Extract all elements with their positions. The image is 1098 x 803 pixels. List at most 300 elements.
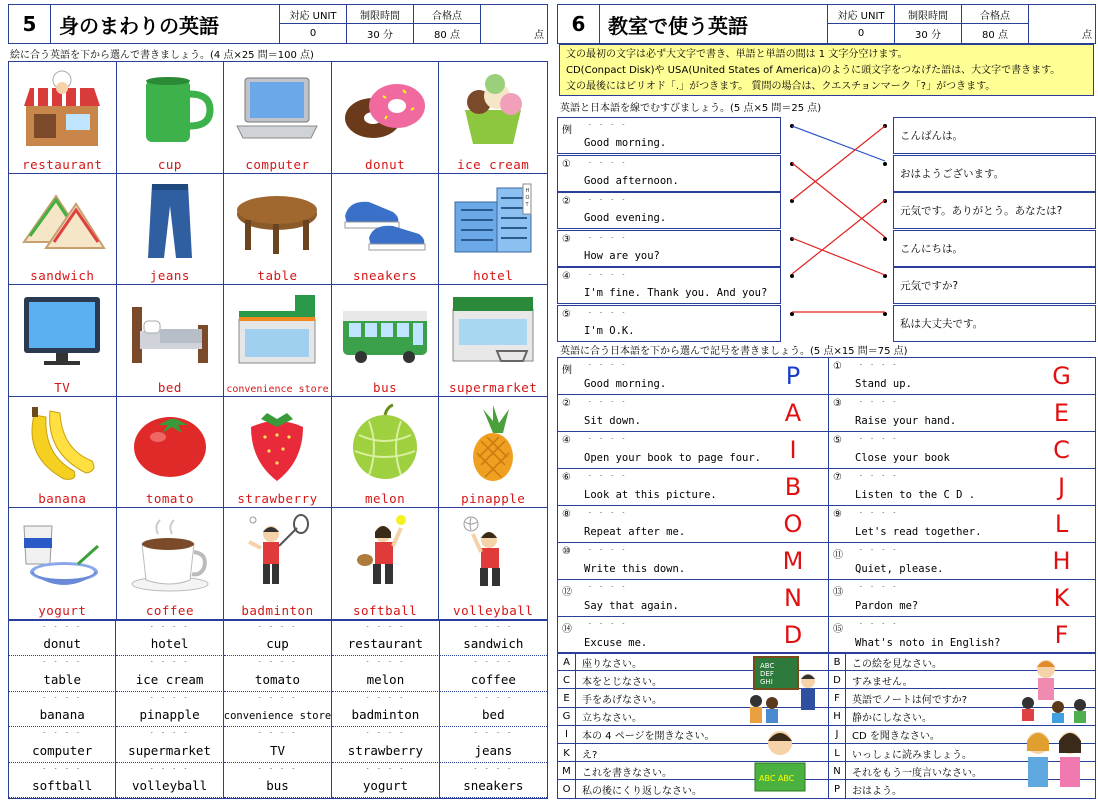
option-text: この絵を見なさい。 (852, 658, 942, 670)
pronunciation-guide: - - - - (257, 764, 298, 772)
word-bank-item (9, 621, 116, 656)
sandwich-icon (14, 178, 110, 262)
word-bank-word: badminton (351, 707, 420, 723)
picture-cell-donut (332, 62, 440, 174)
answer-box[interactable]: O (783, 510, 803, 538)
question-english: Pardon me? (855, 600, 919, 612)
pronunciation-guide: - - - - (42, 693, 82, 701)
rules-note-line: CD(Conpact Disk)や USA(United States of America)のように頭文字をつなげた語は、大文字で書きます。 (566, 65, 1061, 76)
answer-box[interactable]: I (789, 436, 797, 464)
pronunciation-guide: - - - - (365, 623, 406, 630)
answer-box[interactable]: F (1054, 621, 1069, 649)
question-number: ⑬ (833, 587, 843, 598)
word-bank-item (224, 727, 332, 762)
question-row (558, 580, 1095, 617)
book-text: ABC ABC (759, 774, 795, 783)
pronunciation-guide: - - - - (588, 472, 628, 479)
word-bank-word: convenience store (223, 710, 332, 723)
match-number: ② (562, 196, 571, 207)
word-bank-item (9, 727, 116, 762)
word-bank-word: bus (266, 778, 289, 793)
option-key: E (558, 689, 576, 707)
convenience-store-icon (229, 289, 325, 373)
option-key: M (558, 762, 576, 780)
option-key: D (828, 671, 846, 689)
left-score-box[interactable]: 点 (534, 30, 544, 41)
question-number: ⑨ (833, 509, 842, 520)
answer-label[interactable]: jeans (149, 268, 190, 284)
match-number: ④ (562, 271, 571, 282)
match-number: 例 (562, 125, 572, 136)
option-text: 立ちなさい。 (582, 713, 642, 725)
option-key: P (828, 780, 846, 798)
question-english: Look at this picture. (584, 489, 717, 501)
match-japanese-cell: 私は大丈夫です。 (893, 305, 1096, 342)
answer-box[interactable]: H (1052, 547, 1071, 575)
tomato-icon (122, 401, 218, 485)
match-english-text: I'm fine. Thank you. And you? (584, 287, 768, 299)
option-key: B (828, 653, 846, 671)
word-bank-word: banana (39, 707, 85, 723)
pronunciation-guide: - - - - (257, 658, 298, 666)
question-row (558, 617, 1095, 654)
option-text: 座りなさい。 (582, 658, 642, 670)
pronunciation-guide: - - - - (365, 658, 406, 666)
answer-label[interactable]: cup (157, 156, 182, 172)
answer-label[interactable]: hotel (473, 268, 514, 284)
match-japanese-cell: こんばんは。 (893, 117, 1096, 154)
word-bank-item (224, 656, 332, 691)
question-english: What's noto in English? (855, 637, 1001, 649)
option-key: L (828, 744, 846, 762)
word-bank-word: TV (269, 742, 286, 758)
question-number: ⑤ (833, 435, 842, 446)
word-bank-item (224, 692, 332, 727)
answer-label[interactable]: melon (365, 491, 406, 507)
pronunciation-guide: - - - - (859, 546, 899, 553)
pineapple-icon (445, 401, 541, 485)
students-reading-illustration (745, 727, 815, 797)
picture-cell-tomato (117, 397, 225, 509)
word-bank-word: yogurt (362, 778, 408, 793)
question-row (558, 395, 1095, 432)
pronunciation-guide: - - - - (588, 546, 628, 553)
word-bank-word: melon (366, 671, 405, 687)
pronunciation-guide: - - - - (588, 361, 628, 368)
answer-label[interactable]: donut (365, 156, 406, 172)
question-cell (558, 469, 758, 505)
picture-cell-badminton (224, 508, 332, 620)
option-row (558, 689, 1095, 707)
picture-cell-melon (332, 397, 440, 509)
question-cell (828, 432, 1028, 468)
left-unit-label: 対応 UNIT (280, 5, 346, 24)
match-japanese-cell: おはようございます。 (893, 155, 1096, 192)
question-english: Stand up. (855, 378, 912, 390)
teacher-blackboard-illustration (740, 655, 825, 725)
picture-cell-supermarket (439, 285, 547, 397)
picture-cell-strawberry (224, 397, 332, 509)
option-row (558, 671, 1095, 689)
question-cell (558, 358, 758, 394)
option-text: すみません。 (852, 676, 913, 688)
picture-cell-banana (9, 397, 117, 509)
right-pass-value: 80 点 (982, 30, 1008, 41)
pronunciation-guide: - - - - (588, 620, 628, 627)
answer-box[interactable]: C (1053, 436, 1070, 464)
answer-label[interactable]: banana (38, 491, 87, 507)
right-header (557, 4, 1096, 44)
option-text: え? (582, 749, 598, 761)
pronunciation-guide: - - - - (588, 158, 628, 166)
picture-cell-sandwich (9, 174, 117, 286)
word-bank-item (9, 763, 116, 798)
match-line-1 (792, 163, 885, 237)
picture-cell-softball (332, 508, 440, 620)
word-bank-word: hotel (150, 636, 189, 652)
word-bank-item (440, 621, 547, 656)
pronunciation-guide: - - - - (859, 361, 899, 368)
left-unit-cell (280, 5, 347, 43)
right-score-box[interactable]: 点 (1082, 30, 1092, 41)
right-page-number: 6 (558, 5, 600, 43)
question-english: Sit down. (584, 415, 641, 427)
answer-label[interactable]: bed (157, 379, 182, 395)
cup-icon (122, 66, 218, 150)
rules-note-line: 文の最初の文字は必ず大文字で書き、単語と単語の間は 1 文字分空けます。 (566, 49, 908, 60)
bed-icon (122, 289, 218, 373)
blackboard-text: DEF (760, 670, 774, 678)
hotel-icon (445, 178, 541, 262)
rules-note (559, 44, 1094, 96)
question-number: ② (562, 398, 571, 409)
option-key: A (558, 653, 576, 671)
word-bank-item (440, 692, 547, 727)
option-row (558, 762, 1095, 780)
question-number: ① (833, 361, 842, 372)
word-bank-item (224, 621, 332, 656)
question-cell (828, 506, 1028, 542)
question-english: Open your book to page four. (584, 452, 762, 464)
teacher-with-kids-illustration (1018, 655, 1090, 723)
question-english: Raise your hand. (855, 415, 957, 427)
option-key: K (558, 744, 576, 762)
answer-box[interactable]: D (783, 621, 803, 649)
jeans-icon (122, 178, 218, 262)
restaurant-icon (14, 66, 110, 150)
choose-instruction: 英語に合う日本語を下から選んで記号を書きましょう。(5 点×15 問＝75 点) (560, 346, 908, 357)
pronunciation-guide: - - - - (149, 729, 190, 737)
option-key: J (828, 726, 846, 744)
left-unit-value: 0 (309, 28, 317, 39)
answer-label[interactable]: supermarket (449, 379, 538, 395)
answer-label[interactable]: bus (373, 379, 398, 395)
right-unit-label: 対応 UNIT (828, 5, 894, 24)
pronunciation-guide: - - - - (473, 764, 513, 772)
answer-box[interactable]: N (784, 584, 802, 612)
pronunciation-guide: - - - - (257, 623, 298, 630)
question-cell (828, 395, 1028, 431)
pronunciation-guide: - - - - (859, 472, 899, 479)
question-number: ⑮ (833, 624, 843, 635)
picture-cell-ice-cream (439, 62, 547, 174)
yogurt-icon (14, 512, 110, 596)
word-bank-word: jeans (474, 742, 513, 758)
pronunciation-guide: - - - - (365, 693, 406, 701)
answer-label[interactable]: convenience store (226, 383, 329, 395)
badminton-icon (229, 512, 325, 596)
word-bank-item (116, 656, 223, 691)
question-cell (558, 617, 758, 653)
pronunciation-guide: - - - - (149, 693, 190, 701)
question-cell (558, 543, 758, 579)
answer-label[interactable]: yogurt (38, 602, 87, 618)
right-pass-cell (962, 5, 1029, 43)
pronunciation-guide: - - - - (588, 583, 628, 590)
answer-box[interactable]: K (1053, 584, 1070, 612)
pronunciation-guide: - - - - (149, 764, 190, 772)
option-text: CD を聞きなさい。 (852, 731, 940, 743)
question-english: Say that again. (584, 600, 679, 612)
question-number: ⑭ (562, 624, 572, 635)
question-number: ⑥ (562, 472, 571, 483)
table-icon (229, 178, 325, 262)
picture-cell-table (224, 174, 332, 286)
picture-cell-convenience-store (224, 285, 332, 397)
answer-box[interactable]: E (1053, 399, 1070, 427)
match-number: ③ (562, 233, 571, 245)
option-key: G (558, 708, 576, 726)
word-bank-word: ice cream (135, 671, 204, 687)
answer-label[interactable]: volleyball (453, 602, 534, 618)
option-text: 静かにしなさい。 (852, 713, 932, 725)
word-bank (8, 621, 548, 799)
answer-box[interactable]: B (784, 473, 802, 501)
answer-label[interactable]: softball (352, 602, 418, 618)
strawberry-icon (229, 401, 325, 485)
pronunciation-guide: - - - - (473, 658, 513, 666)
pronunciation-guide: - - - - (149, 623, 190, 630)
picture-cell-hotel (439, 174, 547, 286)
melon-icon (337, 401, 433, 485)
svg-text:T: T (525, 201, 529, 208)
left-pass-value: 80 点 (434, 30, 460, 41)
match-english-text: I'm O.K. (584, 324, 635, 337)
match-english-text: Good morning. (584, 137, 667, 149)
answer-label[interactable]: TV (54, 379, 71, 395)
question-english: Write this down. (584, 563, 686, 575)
picture-cell-jeans (117, 174, 225, 286)
match-number: ⑤ (562, 308, 571, 320)
question-row (558, 469, 1095, 506)
question-row (558, 506, 1095, 543)
answer-box[interactable]: G (1052, 362, 1071, 390)
option-key: F (828, 689, 846, 707)
match-line-3 (792, 238, 885, 275)
pronunciation-guide: - - - - (473, 729, 513, 737)
picture-cell-coffee (117, 508, 225, 620)
left-pass-label: 合格点 (414, 5, 480, 24)
coffee-icon (122, 512, 218, 596)
question-english: Repeat after me. (584, 526, 686, 538)
pronunciation-guide: - - - - (859, 620, 899, 627)
pronunciation-guide: - - - - (588, 435, 628, 442)
question-number: ④ (562, 435, 571, 446)
word-bank-item (332, 763, 439, 798)
pronunciation-guide: - - - - (42, 623, 82, 630)
answer-label[interactable]: pinapple (461, 491, 526, 507)
match-line-4 (792, 200, 885, 274)
matching-lines (557, 117, 1097, 342)
word-bank-word: computer (32, 742, 93, 758)
word-bank-word: coffee (470, 671, 516, 687)
picture-cell-restaurant (9, 62, 117, 174)
option-text: それをもう一度言いなさい。 (852, 767, 982, 779)
option-text: 手をあげなさい。 (582, 694, 662, 706)
option-row (558, 708, 1095, 726)
option-text: おはよう。 (852, 785, 902, 797)
pronunciation-guide: - - - - (588, 121, 628, 128)
word-bank-word: supermarket (128, 742, 211, 758)
question-english: Good morning. (584, 378, 667, 390)
softball-icon (337, 512, 433, 596)
picture-cell-pinapple (439, 397, 547, 509)
pronunciation-guide: - - - - (365, 729, 406, 737)
right-unit-value: 0 (857, 28, 865, 39)
question-english: Quiet, please. (855, 563, 944, 575)
pronunciation-guide: - - - - (859, 583, 899, 590)
sneakers-icon (337, 178, 433, 262)
pronunciation-guide: - - - - (257, 729, 298, 737)
option-text: 本の 4 ページを開きなさい。 (582, 731, 715, 743)
word-bank-word: restaurant (347, 636, 424, 652)
pronunciation-guide: - - - - (588, 271, 628, 278)
word-bank-item (116, 692, 223, 727)
option-text: 英語でノートは何ですか? (852, 694, 968, 706)
word-bank-item (440, 656, 547, 691)
donut-icon (337, 66, 433, 150)
option-row (558, 744, 1095, 762)
pronunciation-guide: - - - - (588, 398, 628, 405)
bus-icon (337, 289, 433, 373)
picture-cell-bed (117, 285, 225, 397)
option-text: 私の後にくり返しなさい。 (582, 785, 702, 797)
rules-note-line: 文の最後にはピリオド「.」がつきます。 質問の場合は、クエスチョンマーク「?」がつきます。 (566, 81, 996, 92)
word-bank-word: volleyball (131, 778, 208, 793)
match-japanese-cell: こんにちは。 (893, 230, 1096, 267)
left-pass-cell (414, 5, 481, 43)
option-key: H (828, 708, 846, 726)
pronunciation-guide: - - - - (42, 658, 82, 666)
right-time-value: 30 分 (915, 30, 941, 41)
word-bank-item (332, 692, 439, 727)
word-bank-item (440, 727, 547, 762)
option-row (558, 653, 1095, 671)
answer-label[interactable]: computer (245, 156, 310, 172)
right-page-title: 教室で使う英語 (600, 5, 828, 43)
girls-talking-illustration (1018, 725, 1092, 795)
question-cell (828, 469, 1028, 505)
svg-text:O: O (525, 194, 530, 201)
option-text: いっしょに読みましょう。 (852, 749, 972, 761)
pronunciation-guide: - - - - (149, 658, 190, 666)
answer-label[interactable]: badminton (241, 602, 314, 618)
word-bank-word: bed (482, 707, 505, 723)
left-time-value: 30 分 (367, 30, 393, 41)
question-row (558, 358, 1095, 395)
pronunciation-guide: - - - - (588, 196, 628, 203)
match-number: ① (562, 158, 571, 170)
word-bank-word: tomato (254, 671, 301, 687)
right-time-cell (895, 5, 962, 43)
answer-label[interactable]: ice cream (457, 156, 530, 172)
match-japanese-cell: 元気ですか? (893, 267, 1096, 304)
picture-cell-volleyball (439, 508, 547, 620)
answer-label[interactable]: table (257, 268, 298, 284)
left-page-number: 5 (9, 5, 51, 43)
answer-box[interactable]: M (782, 547, 804, 575)
pronunciation-guide: - - - - (473, 623, 513, 630)
pronunciation-guide: - - - - (42, 764, 82, 772)
question-row (558, 432, 1095, 469)
option-row (558, 780, 1095, 798)
pronunciation-guide: - - - - (588, 509, 628, 516)
question-number: ⑧ (562, 509, 571, 520)
match-english-text: Good afternoon. (584, 174, 679, 187)
picture-cell-sneakers (332, 174, 440, 286)
question-cell (828, 358, 1028, 394)
answer-box[interactable]: A (784, 399, 802, 427)
match-english-text: How are you? (584, 249, 660, 262)
question-number: ⑩ (562, 546, 571, 557)
banana-icon (14, 401, 110, 485)
answer-box[interactable]: J (1057, 473, 1066, 501)
pronunciation-guide: - - - - (588, 233, 628, 241)
word-bank-item (332, 727, 439, 762)
answer-box[interactable]: L (1054, 510, 1069, 538)
answer-label[interactable]: sneakers (352, 268, 418, 284)
answer-box[interactable]: P (785, 362, 801, 390)
answer-label[interactable]: coffee (145, 602, 194, 618)
picture-grid (8, 61, 548, 621)
question-cell (558, 506, 758, 542)
word-bank-item (9, 656, 116, 691)
question-cell (828, 580, 1028, 616)
word-bank-word: sandwich (463, 636, 524, 652)
question-cell (558, 580, 758, 616)
option-key: C (558, 671, 576, 689)
pronunciation-guide: - - - - (588, 308, 628, 316)
pronunciation-guide: - - - - (257, 693, 298, 701)
answer-label[interactable]: restaurant (22, 156, 103, 172)
answer-label[interactable]: tomato (145, 491, 194, 507)
word-bank-word: pinapple (139, 707, 200, 723)
left-instruction: 絵に合う英語を下から選んで書きましょう。(4 点×25 問＝100 点) (10, 50, 314, 61)
option-key: N (828, 762, 846, 780)
question-number: 例 (562, 365, 572, 376)
answer-label[interactable]: sandwich (30, 268, 95, 284)
word-bank-word: strawberry (347, 742, 424, 758)
option-row (558, 726, 1095, 744)
question-number: ⑪ (833, 550, 843, 561)
svg-text:H: H (525, 187, 530, 194)
match-english-text: Good evening. (584, 212, 667, 224)
picture-cell-yogurt (9, 508, 117, 620)
left-time-cell (347, 5, 414, 43)
left-time-label: 制限時間 (347, 5, 413, 24)
pronunciation-guide: - - - - (473, 693, 513, 701)
answer-label[interactable]: strawberry (237, 491, 318, 507)
